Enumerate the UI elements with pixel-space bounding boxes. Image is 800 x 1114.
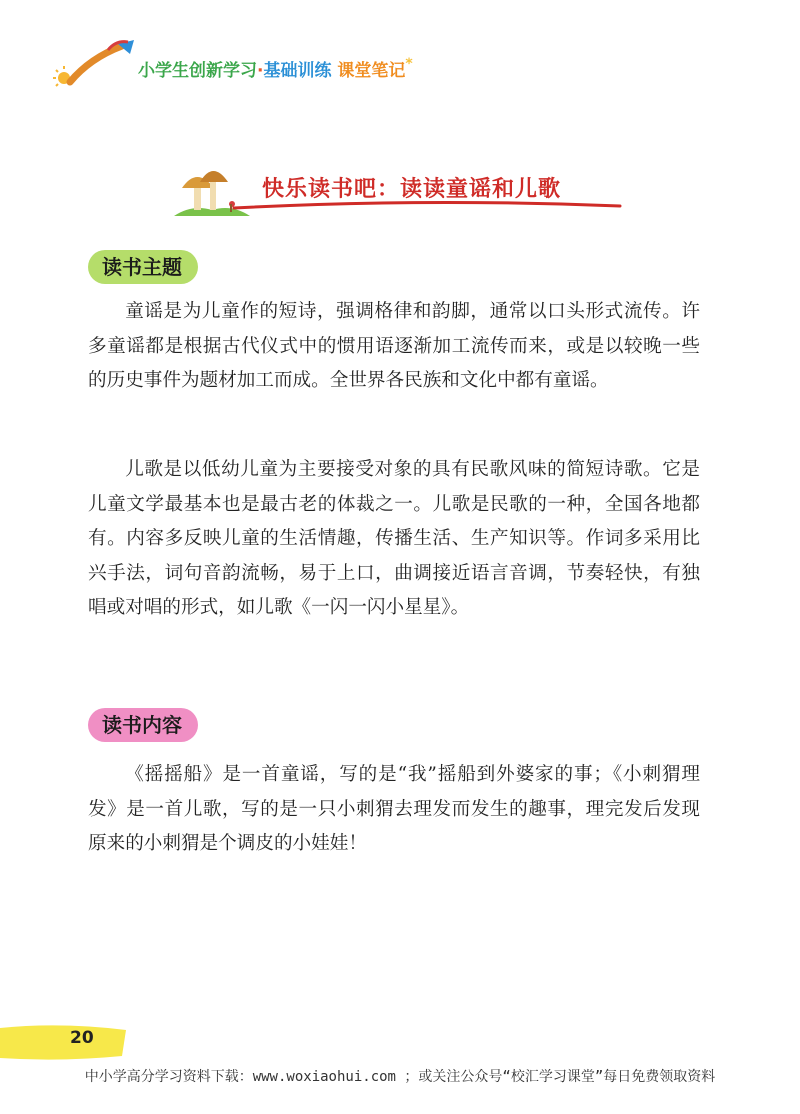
paragraph-reading-content: 《摇摇船》是一首童谣，写的是“我”摇船到外婆家的事；《小刺猬理发》是一首儿歌，写的是一只小刺猬去理发而发生的趣事，理完发后发现原来的小刺猬是个调皮的小娃娃！	[88, 764, 700, 854]
series-star: *	[405, 56, 413, 72]
section-tag-reading-content: 读书内容	[88, 708, 198, 742]
series-separator: ·	[257, 61, 264, 81]
series-name: 小学生创新学习	[138, 61, 257, 81]
paragraph-childrens-songs: 儿歌是以低幼儿童为主要接受对象的具有民歌风味的简短诗歌。它是儿童文学最基本也是最古老的体裁之一。儿歌是民歌的一种，全国各地都有。内容多反映儿童的生活情趣，传播生活、生产知识等。作词多采用比兴手法，词句音韵流畅，易于上口，曲调接近语言音调，节奏轻快，有独唱或对唱的形式，如儿歌《一闪一闪小星星》。	[88, 459, 700, 618]
chapter-title-area	[172, 160, 622, 222]
page-number-highlight	[0, 1020, 130, 1062]
paintbrush-logo-icon	[50, 38, 140, 94]
series-header	[50, 38, 470, 94]
section-tag-reading-theme: 读书主题	[88, 250, 198, 284]
footer-watermark-text: 中小学高分学习资料下载：www.woxiaohui.com ；或关注公众号“校汇学习课堂”每日免费领取资料	[84, 1069, 716, 1085]
series-subtitle-notes: 课堂笔记	[337, 61, 406, 81]
series-subtitle-basic: 基础训练	[263, 61, 332, 81]
page-title: 快乐读书吧：读读童谣和儿歌	[262, 177, 562, 202]
page-number: 20	[70, 1028, 94, 1048]
paragraph-nursery-rhymes: 童谣是为儿童作的短诗，强调格律和韵脚，通常以口头形式流传。许多童谣都是根据古代仪式中的惯用语逐渐加工流传而来，或是以较晚一些的历史事件为题材加工而成。全世界各民族和文化中都有童谣。	[88, 301, 700, 391]
title-underline	[232, 196, 622, 214]
series-title	[138, 56, 413, 81]
